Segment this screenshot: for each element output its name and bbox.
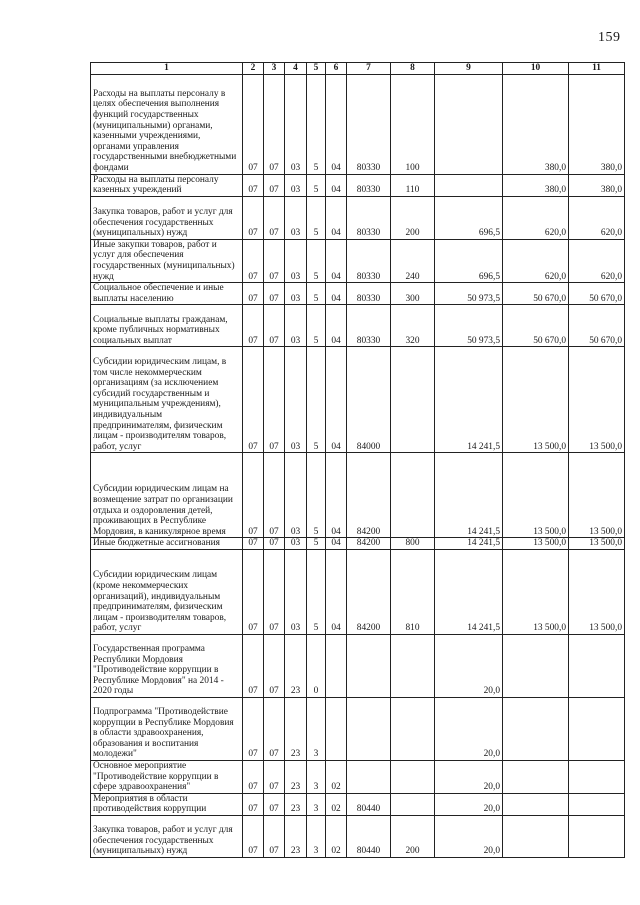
header-row xyxy=(91,63,625,75)
cell-col-2: 07 xyxy=(243,760,264,793)
cell-col-9: 20,0 xyxy=(435,697,503,760)
table-body xyxy=(91,74,625,857)
cell-col-2: 07 xyxy=(243,815,264,857)
cell-col-6: 04 xyxy=(326,538,347,550)
cell-col-11 xyxy=(569,793,625,815)
row-name: Закупка товаров, работ и услуг для обеспечения государственных (муниципальных) нужд xyxy=(93,207,233,239)
cell-col-10: 13 500,0 xyxy=(503,453,569,538)
cell-col-2: 07 xyxy=(243,347,264,453)
cell-col-5: 3 xyxy=(307,815,326,857)
table-row xyxy=(91,793,625,815)
cell-col-5: 5 xyxy=(307,538,326,550)
cell-col-10: 620,0 xyxy=(503,239,569,282)
cell-col-4: 23 xyxy=(285,760,307,793)
table-row xyxy=(91,760,625,793)
cell-col-10 xyxy=(503,793,569,815)
row-name-cell xyxy=(91,793,243,815)
cell-col-7: 84200 xyxy=(347,549,391,634)
cell-col-5: 5 xyxy=(307,283,326,305)
cell-col-3: 07 xyxy=(264,760,285,793)
column-header: 9 xyxy=(435,63,503,75)
row-name-cell xyxy=(91,453,243,538)
row-name-cell xyxy=(91,305,243,347)
cell-col-7: 80440 xyxy=(347,793,391,815)
cell-col-10 xyxy=(503,697,569,760)
row-name-cell xyxy=(91,760,243,793)
table-row xyxy=(91,196,625,239)
cell-col-5: 5 xyxy=(307,549,326,634)
cell-col-4: 03 xyxy=(285,174,307,196)
cell-col-2: 07 xyxy=(243,74,264,174)
cell-col-11: 13 500,0 xyxy=(569,453,625,538)
cell-col-4: 03 xyxy=(285,283,307,305)
cell-col-5: 3 xyxy=(307,793,326,815)
cell-col-8 xyxy=(391,347,435,453)
cell-col-11: 13 500,0 xyxy=(569,538,625,550)
cell-col-11: 13 500,0 xyxy=(569,549,625,634)
row-name: Социальное обеспечение и иные выплаты населению xyxy=(93,283,224,304)
cell-col-10: 50 670,0 xyxy=(503,283,569,305)
cell-col-8: 300 xyxy=(391,283,435,305)
cell-col-2: 07 xyxy=(243,239,264,282)
row-name: Основное мероприятие "Противодействие коррупции в сфере здравоохранения" xyxy=(93,760,219,793)
cell-col-4: 03 xyxy=(285,239,307,282)
cell-col-3: 07 xyxy=(264,697,285,760)
cell-col-11: 620,0 xyxy=(569,196,625,239)
cell-col-10 xyxy=(503,815,569,857)
cell-col-7: 80330 xyxy=(347,196,391,239)
cell-col-6: 02 xyxy=(326,793,347,815)
cell-col-9: 14 241,5 xyxy=(435,538,503,550)
cell-col-11: 50 670,0 xyxy=(569,305,625,347)
table-row xyxy=(91,538,625,550)
cell-col-7: 84200 xyxy=(347,453,391,538)
table-row xyxy=(91,283,625,305)
cell-col-3: 07 xyxy=(264,538,285,550)
cell-col-9 xyxy=(435,74,503,174)
table-row xyxy=(91,305,625,347)
cell-col-7: 80440 xyxy=(347,815,391,857)
cell-col-6: 04 xyxy=(326,196,347,239)
cell-col-8 xyxy=(391,453,435,538)
cell-col-3: 07 xyxy=(264,239,285,282)
row-name-cell xyxy=(91,74,243,174)
cell-col-6: 04 xyxy=(326,239,347,282)
cell-col-6: 04 xyxy=(326,305,347,347)
column-header: 6 xyxy=(326,63,347,75)
cell-col-7: 84000 xyxy=(347,347,391,453)
row-name-cell xyxy=(91,697,243,760)
row-name-cell xyxy=(91,174,243,196)
cell-col-10 xyxy=(503,760,569,793)
cell-col-11: 13 500,0 xyxy=(569,347,625,453)
cell-col-2: 07 xyxy=(243,283,264,305)
cell-col-6: 02 xyxy=(326,815,347,857)
cell-col-9: 696,5 xyxy=(435,239,503,282)
cell-col-3: 07 xyxy=(264,815,285,857)
cell-col-11: 380,0 xyxy=(569,174,625,196)
cell-col-10: 13 500,0 xyxy=(503,549,569,634)
cell-col-5: 5 xyxy=(307,74,326,174)
cell-col-7: 80330 xyxy=(347,74,391,174)
cell-col-8 xyxy=(391,793,435,815)
row-name-cell xyxy=(91,538,243,550)
cell-col-4: 03 xyxy=(285,347,307,453)
cell-col-4: 23 xyxy=(285,697,307,760)
table-row xyxy=(91,549,625,634)
cell-col-4: 23 xyxy=(285,793,307,815)
cell-col-10: 620,0 xyxy=(503,196,569,239)
cell-col-10: 380,0 xyxy=(503,74,569,174)
cell-col-8 xyxy=(391,634,435,697)
column-header: 3 xyxy=(264,63,285,75)
cell-col-5: 5 xyxy=(307,196,326,239)
cell-col-6 xyxy=(326,697,347,760)
row-name-cell xyxy=(91,283,243,305)
table-row xyxy=(91,74,625,174)
cell-col-9: 14 241,5 xyxy=(435,453,503,538)
cell-col-5: 3 xyxy=(307,697,326,760)
cell-col-2: 07 xyxy=(243,793,264,815)
cell-col-6: 04 xyxy=(326,174,347,196)
table-row xyxy=(91,815,625,857)
cell-col-4: 03 xyxy=(285,196,307,239)
row-name-cell xyxy=(91,549,243,634)
cell-col-2: 07 xyxy=(243,305,264,347)
cell-col-7: 80330 xyxy=(347,174,391,196)
cell-col-2: 07 xyxy=(243,538,264,550)
cell-col-7: 80330 xyxy=(347,283,391,305)
column-header: 1 xyxy=(91,63,243,75)
table-row xyxy=(91,453,625,538)
table-row xyxy=(91,174,625,196)
cell-col-8: 810 xyxy=(391,549,435,634)
table-row xyxy=(91,347,625,453)
cell-col-3: 07 xyxy=(264,196,285,239)
cell-col-6: 02 xyxy=(326,760,347,793)
cell-col-10: 13 500,0 xyxy=(503,538,569,550)
cell-col-10: 50 670,0 xyxy=(503,305,569,347)
row-name: Государственная программа Республики Мордовия "Противодействие коррупции в Республике Мордовия" на 2014 - 2020 годы xyxy=(93,643,224,697)
cell-col-4: 03 xyxy=(285,305,307,347)
column-header: 7 xyxy=(347,63,391,75)
cell-col-8: 100 xyxy=(391,74,435,174)
row-name-cell xyxy=(91,196,243,239)
cell-col-8: 110 xyxy=(391,174,435,196)
cell-col-8: 200 xyxy=(391,815,435,857)
cell-col-9: 20,0 xyxy=(435,634,503,697)
cell-col-9: 20,0 xyxy=(435,793,503,815)
row-name: Мероприятия в области противодействия коррупции xyxy=(93,793,207,815)
column-header: 8 xyxy=(391,63,435,75)
cell-col-3: 07 xyxy=(264,347,285,453)
cell-col-5: 0 xyxy=(307,634,326,697)
cell-col-7 xyxy=(347,634,391,697)
cell-col-3: 07 xyxy=(264,174,285,196)
cell-col-11: 380,0 xyxy=(569,74,625,174)
cell-col-11: 620,0 xyxy=(569,239,625,282)
row-name: Субсидии юридическим лицам, в том числе некоммерческим организациям (за исключением субсидий государственным и муниципальным учреждениям), индивидуальным предпринимателям, физическим лицам - производителям товаров, работ, услуг xyxy=(93,357,227,452)
cell-col-9: 50 973,5 xyxy=(435,305,503,347)
cell-col-9: 14 241,5 xyxy=(435,549,503,634)
cell-col-5: 5 xyxy=(307,305,326,347)
row-name: Иные бюджетные ассигнования xyxy=(93,538,220,549)
cell-col-3: 07 xyxy=(264,793,285,815)
cell-col-4: 03 xyxy=(285,453,307,538)
page-number: 159 xyxy=(598,30,621,45)
row-name: Закупка товаров, работ и услуг для обеспечения государственных (муниципальных) нужд xyxy=(93,825,233,857)
cell-col-9 xyxy=(435,174,503,196)
row-name: Подпрограмма "Противодействие коррупции в Республике Мордовия в области здравоохранения, образования и воспитания молодежи" xyxy=(93,706,234,760)
table-row xyxy=(91,239,625,282)
cell-col-8: 800 xyxy=(391,538,435,550)
cell-col-3: 07 xyxy=(264,549,285,634)
cell-col-2: 07 xyxy=(243,453,264,538)
cell-col-7: 80330 xyxy=(347,239,391,282)
cell-col-5: 3 xyxy=(307,760,326,793)
cell-col-3: 07 xyxy=(264,453,285,538)
cell-col-2: 07 xyxy=(243,174,264,196)
cell-col-9: 20,0 xyxy=(435,760,503,793)
row-name: Субсидии юридическим лицам (кроме некоммерческих организаций), индивидуальным предпринимателям, физическим лицам - производителям товаров, работ, услуг xyxy=(93,570,227,634)
cell-col-8 xyxy=(391,697,435,760)
cell-col-9: 50 973,5 xyxy=(435,283,503,305)
cell-col-6: 04 xyxy=(326,453,347,538)
cell-col-8: 200 xyxy=(391,196,435,239)
cell-col-7 xyxy=(347,760,391,793)
row-name: Расходы на выплаты персоналу казенных учреждений xyxy=(93,174,219,196)
cell-col-2: 07 xyxy=(243,697,264,760)
cell-col-6: 04 xyxy=(326,347,347,453)
cell-col-2: 07 xyxy=(243,196,264,239)
cell-col-7: 84200 xyxy=(347,538,391,550)
table-row xyxy=(91,697,625,760)
cell-col-6: 04 xyxy=(326,283,347,305)
table-row xyxy=(91,634,625,697)
row-name-cell xyxy=(91,815,243,857)
column-header: 4 xyxy=(285,63,307,75)
cell-col-3: 07 xyxy=(264,305,285,347)
cell-col-10: 13 500,0 xyxy=(503,347,569,453)
row-name: Иные закупки товаров, работ и услуг для обеспечения государственных (муниципальных) нужд xyxy=(93,239,235,282)
cell-col-2: 07 xyxy=(243,549,264,634)
cell-col-4: 03 xyxy=(285,538,307,550)
row-name-cell xyxy=(91,347,243,453)
cell-col-11 xyxy=(569,760,625,793)
row-name-cell xyxy=(91,634,243,697)
column-header: 2 xyxy=(243,63,264,75)
cell-col-9: 14 241,5 xyxy=(435,347,503,453)
cell-col-11 xyxy=(569,634,625,697)
column-header: 11 xyxy=(569,63,625,75)
cell-col-4: 03 xyxy=(285,74,307,174)
cell-col-10 xyxy=(503,634,569,697)
cell-col-7: 80330 xyxy=(347,305,391,347)
cell-col-2: 07 xyxy=(243,634,264,697)
cell-col-5: 5 xyxy=(307,174,326,196)
cell-col-5: 5 xyxy=(307,239,326,282)
cell-col-11: 50 670,0 xyxy=(569,283,625,305)
row-name-cell xyxy=(91,239,243,282)
cell-col-9: 20,0 xyxy=(435,815,503,857)
row-name: Расходы на выплаты персоналу в целях обеспечения выполнения функций государственных (муниципальными) органами, казенными учреждениями, органами управления государственными внебюджетными фондами xyxy=(93,88,237,173)
cell-col-11 xyxy=(569,697,625,760)
row-name: Субсидии юридическим лицам на возмещение затрат по организации отдыха и оздоровления детей, проживающих в Республике Мордовия, в каникулярное время xyxy=(93,484,233,537)
cell-col-4: 23 xyxy=(285,634,307,697)
cell-col-6: 04 xyxy=(326,549,347,634)
cell-col-7 xyxy=(347,697,391,760)
cell-col-8: 240 xyxy=(391,239,435,282)
column-header: 5 xyxy=(307,63,326,75)
cell-col-6 xyxy=(326,634,347,697)
cell-col-3: 07 xyxy=(264,74,285,174)
cell-col-3: 07 xyxy=(264,283,285,305)
cell-col-9: 696,5 xyxy=(435,196,503,239)
budget-table xyxy=(90,62,625,858)
cell-col-11 xyxy=(569,815,625,857)
cell-col-5: 5 xyxy=(307,453,326,538)
cell-col-3: 07 xyxy=(264,634,285,697)
row-name: Социальные выплаты гражданам, кроме публичных нормативных социальных выплат xyxy=(93,314,228,346)
column-header: 10 xyxy=(503,63,569,75)
cell-col-8 xyxy=(391,760,435,793)
cell-col-5: 5 xyxy=(307,347,326,453)
cell-col-4: 23 xyxy=(285,815,307,857)
cell-col-6: 04 xyxy=(326,74,347,174)
cell-col-8: 320 xyxy=(391,305,435,347)
cell-col-4: 03 xyxy=(285,549,307,634)
cell-col-10: 380,0 xyxy=(503,174,569,196)
